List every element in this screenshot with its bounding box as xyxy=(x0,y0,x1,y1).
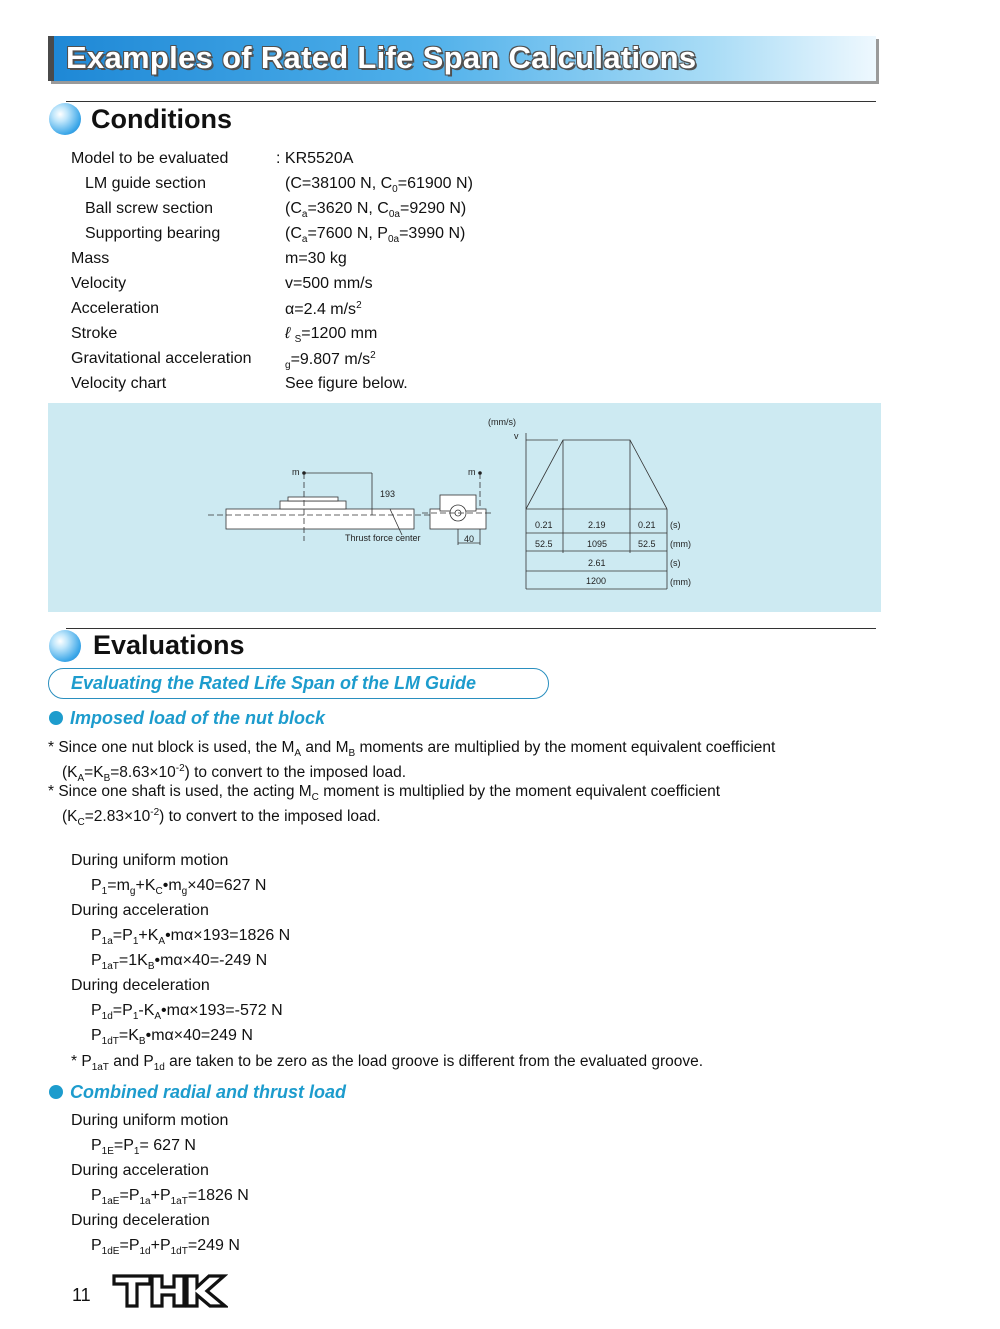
time-const-label: 2.19 xyxy=(588,520,606,530)
condition-value: $_g$=9.807 $m/s^2$ xyxy=(285,350,376,371)
note-2-line-2: $(K_C=2.83\times 10^{-2})$ to convert to the imposed load. xyxy=(62,807,381,828)
bullet-dot-icon xyxy=(49,1085,63,1099)
dim-193-label: 193 xyxy=(380,489,396,499)
note-1-line-2: $(K_A=K_B=8.63\times 10^{-2})$ to convert to the imposed load. xyxy=(62,763,407,784)
evaluations-heading: Evaluations xyxy=(93,630,245,660)
velocity-figure xyxy=(48,403,881,612)
condition-value: α=2.4 $m/s^2$ xyxy=(285,300,362,318)
deceleration-label: During deceleration xyxy=(71,977,210,994)
section-bullet-icon xyxy=(49,103,81,135)
lm-guide-subsection-pill xyxy=(48,668,549,699)
conditions-heading: Conditions xyxy=(91,104,232,134)
dist-const-label: 1095 xyxy=(587,539,608,549)
acceleration-label: During acceleration xyxy=(71,902,209,919)
side-view-drawing xyxy=(208,473,446,541)
imposed-load-heading: Imposed load of the nut block xyxy=(70,708,326,728)
combined-uniform-label: During uniform motion xyxy=(71,1112,229,1129)
pill-label: Evaluating the Rated Life Span of the LM Guide xyxy=(71,673,477,693)
combined-accel-label: During acceleration xyxy=(71,1162,209,1179)
mass-label-end: m xyxy=(468,467,476,477)
condition-value: : KR5520A xyxy=(276,150,354,167)
equation-p1de: $P_{1dE}=P_{1d}+P_{1dT}=249$ N xyxy=(91,1237,240,1257)
thk-logo xyxy=(112,1272,228,1315)
equation-p1d: $P_{1d}=P_1-K_A•m\alpha\times 193=-572$ N xyxy=(91,1002,283,1022)
figure-drawing xyxy=(48,403,881,612)
unit-mm-total-label: (mm) xyxy=(670,577,691,587)
unit-mm-label: (mm) xyxy=(670,539,691,549)
bullet-dot-icon xyxy=(49,711,63,725)
condition-value: ($C_a=3620$ N, $C_{0a}=9290$ N) xyxy=(285,200,467,220)
condition-label: Velocity chart xyxy=(71,375,167,392)
equation-p1dt: $P_{1dT}=K_B•m\alpha\times 40=249$ N xyxy=(91,1027,253,1047)
uniform-motion-label: During uniform motion xyxy=(71,852,229,869)
equation-p1: $P_1=m_g+K_C•m_g\times 40=627$ N xyxy=(91,877,267,897)
velocity-axis-label: v xyxy=(514,431,519,441)
combined-decel-label: During deceleration xyxy=(71,1212,210,1229)
equation-p1ae: $P_{1aE}=P_{1a}+P_{1aT}=1826$ N xyxy=(91,1187,249,1207)
time-accel-label: 0.21 xyxy=(535,520,553,530)
section-bullet-icon xyxy=(49,630,81,662)
note-1-line-1: * Since one nut block is used, the $M_A$ and $M_B$ moments are multiplied by the moment equivalent coefficient xyxy=(48,739,776,759)
zero-load-note: * $P_{1aT}$ and $P_{1d}$ are taken to be zero as the load groove is different from the evaluated groove. xyxy=(71,1053,704,1073)
equation-p1a: $P_{1a}=P_1+K_A•m\alpha\times 193=1826$ N xyxy=(91,927,291,947)
condition-label: Velocity xyxy=(71,275,127,292)
dist-total-label: 1200 xyxy=(586,576,607,586)
condition-label: Model to be evaluated xyxy=(71,150,229,167)
condition-label: Ball screw section xyxy=(85,200,214,217)
evaluations-divider xyxy=(66,628,876,629)
thrust-force-label: Thrust force center xyxy=(345,533,421,543)
condition-value: ℓ $_S$=1200 mm xyxy=(285,325,378,345)
equation-p1at: $P_{1aT}=1K_B•m\alpha\times 40=-249$ N xyxy=(91,952,268,972)
unit-s-label: (s) xyxy=(670,520,681,530)
condition-value: ($C_a=7600$ N, $P_{0a}=3990$ N) xyxy=(285,225,466,245)
dist-accel-label: 52.5 xyxy=(535,539,553,549)
condition-value: v=500 mm/s xyxy=(285,275,373,292)
condition-value: m=30 kg xyxy=(285,250,347,267)
dim-40-label: 40 xyxy=(464,534,475,544)
condition-label: Stroke xyxy=(71,325,118,342)
mass-point-end xyxy=(478,471,482,475)
condition-label: Acceleration xyxy=(71,300,160,317)
page-number: 11 xyxy=(72,1285,91,1305)
equation-p1e: $P_{1E}=P_1= 627$ N xyxy=(91,1137,196,1157)
mass-label-side: m xyxy=(292,467,300,477)
condition-label: Supporting bearing xyxy=(85,225,221,242)
mass-point-side xyxy=(302,471,306,475)
end-view-drawing xyxy=(422,473,494,545)
condition-value: (C=38100 N, $C_0=61900$ N) xyxy=(285,175,473,195)
condition-value: See figure below. xyxy=(285,375,408,392)
note-2-line-1: * Since one shaft is used, the acting $M_C$ moment is multiplied by the moment equivalent coefficient xyxy=(48,783,721,803)
velocity-unit-label: (mm/s) xyxy=(488,417,516,427)
conditions-divider xyxy=(66,101,876,102)
page-title: Examples of Rated Life Span Calculations xyxy=(66,40,697,75)
time-total-label: 2.61 xyxy=(588,558,606,568)
condition-label: LM guide section xyxy=(85,175,206,192)
thk-logo-icon xyxy=(112,1272,228,1310)
title-banner xyxy=(48,36,876,81)
condition-label: Gravitational acceleration xyxy=(71,350,252,367)
combined-load-heading: Combined radial and thrust load xyxy=(70,1082,347,1102)
dist-decel-label: 52.5 xyxy=(638,539,656,549)
condition-label: Mass xyxy=(71,250,110,267)
time-decel-label: 0.21 xyxy=(638,520,656,530)
unit-s-total-label: (s) xyxy=(670,558,681,568)
